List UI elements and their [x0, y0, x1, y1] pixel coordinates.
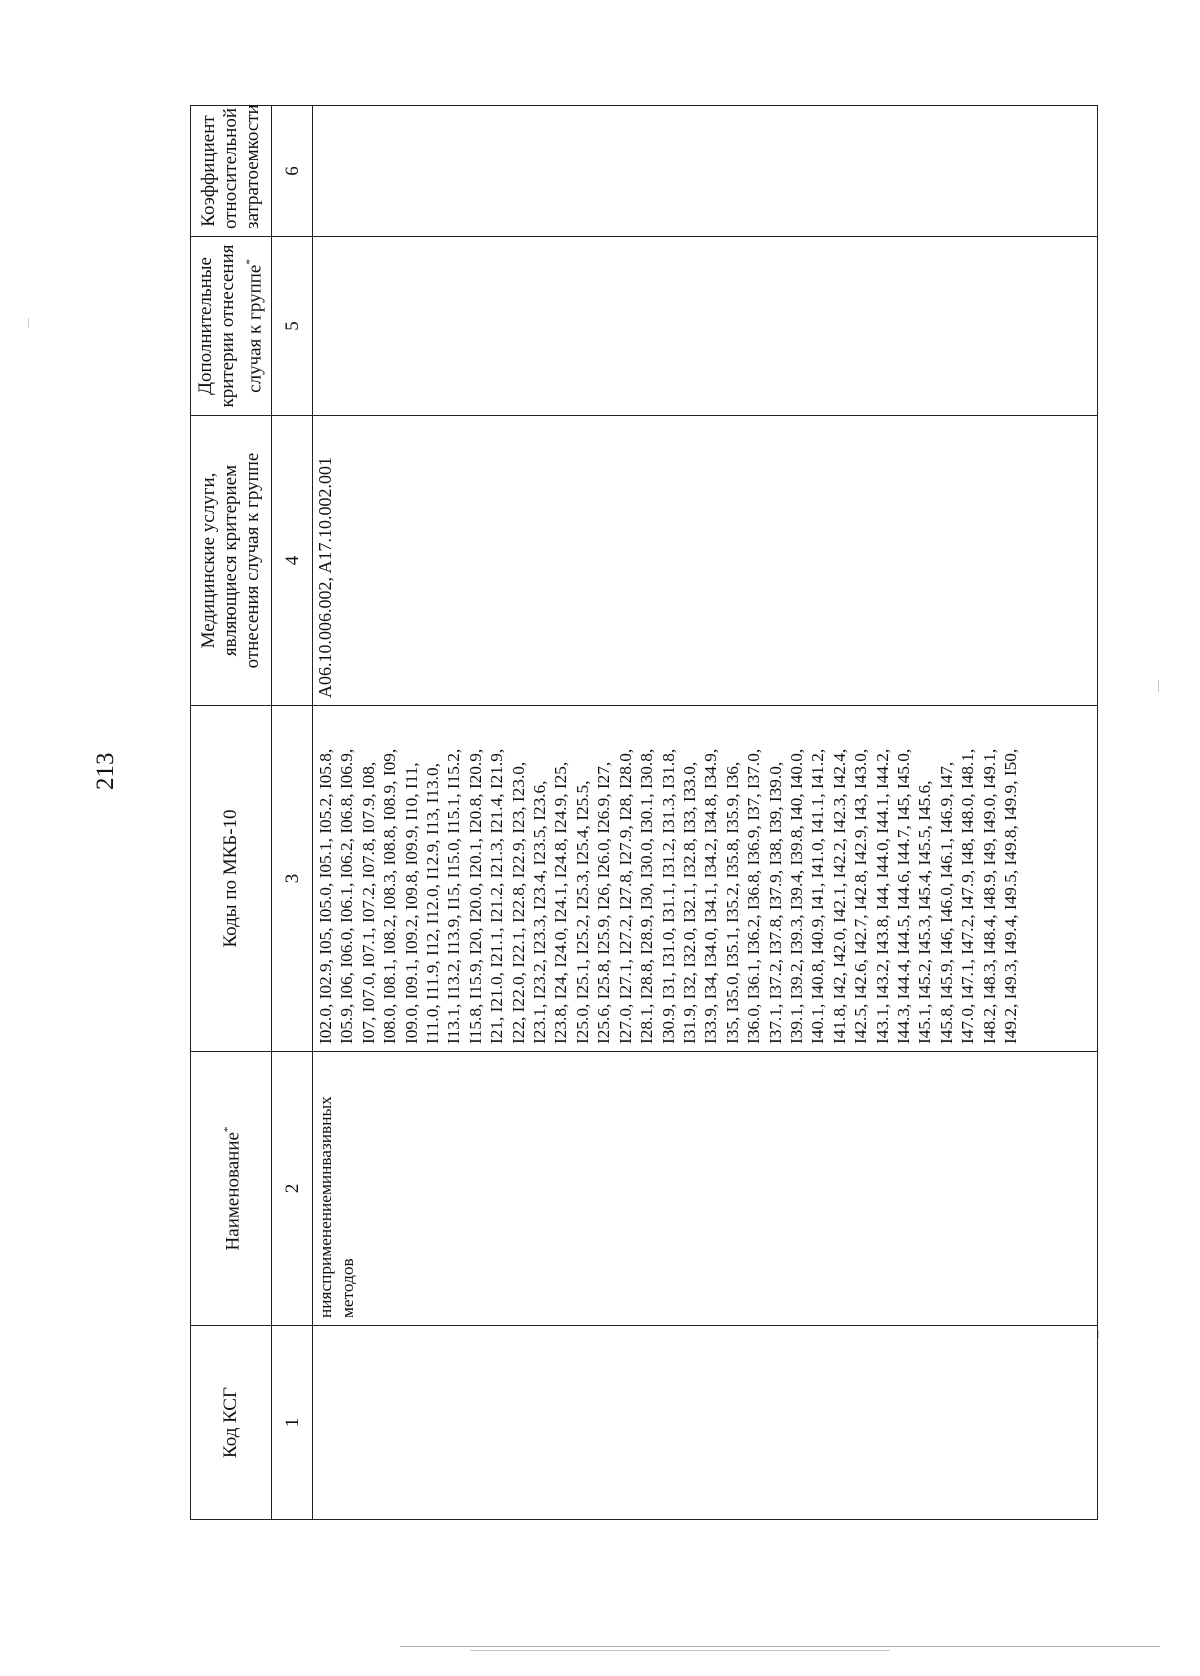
mkb-code-line: I30.9, I31, I31.0, I31.1, I31.2, I31.3, I31.8,: [658, 748, 678, 1044]
table-row: [313, 106, 1098, 1520]
column-number-3: 3: [272, 706, 313, 1052]
mkb-code-line: I21, I21.0, I21.1, I21.2, I21.3, I21.4, I21.9,: [487, 748, 507, 1044]
mkb-code-line: I36.0, I36.1, I36.2, I36.8, I36.9, I37, I37.0,: [744, 748, 764, 1044]
mkb-code-line: I41.8, I42, I42.0, I42.1, I42.2, I42.3, I42.4,: [829, 748, 849, 1044]
table-header-row: [191, 106, 272, 1520]
header-coefficient: Коэффициент относительной затратоемкости: [191, 106, 272, 237]
mkb-code-line: I07, I07.0, I07.1, I07.2, I07.8, I07.9, I08,: [358, 761, 378, 1044]
mkb-code-line: I15.8, I15.9, I20, I20.0, I20.1, I20.8, I20.9,: [465, 748, 485, 1044]
mkb-code-line: I25.6, I25.8, I25.9, I26, I26.0, I26.9, I27,: [594, 761, 614, 1044]
mkb-code-line: I40.1, I40.8, I40.9, I41, I41.0, I41.1, I41.2,: [808, 748, 828, 1044]
footnote-marker: *: [222, 1126, 235, 1133]
mkb-code-line: I47.0, I47.1, I47.2, I47.9, I48, I48.0, I48.1,: [958, 748, 978, 1044]
scan-artifact-mark: [28, 318, 29, 328]
coefficient-cell: [313, 106, 1098, 237]
mkb-code-line: I11.0, I11.9, I12, I12.0, I12.9, I13, I13.0,: [423, 763, 443, 1044]
services-cell: A06.10.006.002, A17.10.002.001: [313, 416, 1098, 706]
mkb-code-line: I49.2, I49.3, I49.4, I49.5, I49.8, I49.9, I50,: [1001, 748, 1020, 1044]
scan-artifact-mark: [1098, 1330, 1099, 1338]
mkb-code-line: I02.0, I02.9, I05, I05.0, I05.1, I05.2, I05.8,: [316, 748, 335, 1044]
column-number-1: 1: [272, 1326, 313, 1520]
mkb-code-line: I45.1, I45.2, I45.3, I45.4, I45.5, I45.6,: [915, 780, 935, 1044]
mkb-code-line: I48.2, I48.3, I48.4, I48.9, I49, I49.0, I49.1,: [979, 748, 999, 1044]
scan-artifact-line: [400, 1646, 1160, 1647]
mkb-code-line: I23.8, I24, I24.0, I24.1, I24.8, I24.9, I25,: [551, 761, 571, 1044]
mkb-code-line: I43.1, I43.2, I43.8, I44, I44.0, I44.1, I44.2,: [872, 748, 892, 1044]
additional-criteria-cell: [313, 237, 1098, 416]
column-number-6: 6: [272, 106, 313, 237]
header-ksg-code: Код КСГ: [191, 1326, 272, 1520]
mkb-code-line: I28.1, I28.8, I28.9, I30, I30.0, I30.1, I30.8,: [637, 748, 657, 1044]
header-mkb-codes: Коды по МКБ-10: [191, 706, 272, 1052]
mkb-code-line: I31.9, I32, I32.0, I32.1, I32.8, I33, I33.0,: [679, 761, 699, 1044]
column-number-5: 5: [272, 237, 313, 416]
ksg-code-cell: [313, 1326, 1098, 1520]
mkb-code-line: I37.1, I37.2, I37.8, I37.9, I38, I39, I39.0,: [765, 761, 785, 1044]
header-additional-criteria: Дополнительные критерии отнесения случая к группе*: [191, 237, 272, 416]
column-number-4: 4: [272, 416, 313, 706]
rotated-table-container: [190, 106, 1098, 1520]
mkb-code-line: I44.3, I44.4, I44.5, I44.6, I44.7, I45, I45.0,: [893, 748, 913, 1044]
scan-artifact-mark: [1158, 680, 1159, 692]
ksg-table: [190, 105, 1098, 1520]
mkb-codes-cell: [313, 706, 1098, 1052]
mkb-code-line: I27.0, I27.1, I27.2, I27.8, I27.9, I28, I28.0,: [615, 748, 635, 1044]
mkb-code-line: I09.0, I09.1, I09.2, I09.8, I09.9, I10, I11,: [401, 762, 421, 1044]
scan-artifact-line: [470, 1650, 890, 1651]
mkb-code-line: I42.5, I42.6, I42.7, I42.8, I42.9, I43, I43.0,: [851, 748, 871, 1044]
page-number: 213: [92, 752, 119, 790]
footnote-marker: *: [244, 259, 257, 265]
mkb-code-line: I39.1, I39.2, I39.3, I39.4, I39.8, I40, I40.0,: [786, 748, 806, 1044]
mkb-code-line: I05.9, I06, I06.0, I06.1, I06.2, I06.8, I06.9,: [337, 748, 357, 1044]
name-cell: ниясприменениеминвазивных методов: [313, 1052, 1098, 1326]
column-number-2: 2: [272, 1052, 313, 1326]
mkb-code-line: I25.0, I25.1, I25.2, I25.3, I25.4, I25.5,: [572, 780, 592, 1044]
mkb-code-line: I33.9, I34, I34.0, I34.1, I34.2, I34.8, I34.9,: [701, 748, 721, 1044]
mkb-code-line: I13.1, I13.2, I13.9, I15, I15.0, I15.1, I15.2,: [444, 748, 464, 1044]
column-number-row: [272, 106, 313, 1520]
mkb-code-line: I08.0, I08.1, I08.2, I08.3, I08.8, I08.9, I09,: [380, 748, 400, 1044]
mkb-code-line: I22, I22.0, I22.1, I22.8, I22.9, I23, I23.0,: [508, 761, 528, 1044]
mkb-code-line: I23.1, I23.2, I23.3, I23.4, I23.5, I23.6,: [530, 780, 550, 1044]
mkb-code-line: I45.8, I45.9, I46, I46.0, I46.1, I46.9, I47,: [936, 761, 956, 1044]
header-name: Наименование*: [191, 1052, 272, 1326]
header-services: Медицинские услуги, являющиеся критерием отнесения случая к группе: [191, 416, 272, 706]
mkb-code-line: I35, I35.0, I35.1, I35.2, I35.8, I35.9, I36,: [722, 761, 742, 1044]
